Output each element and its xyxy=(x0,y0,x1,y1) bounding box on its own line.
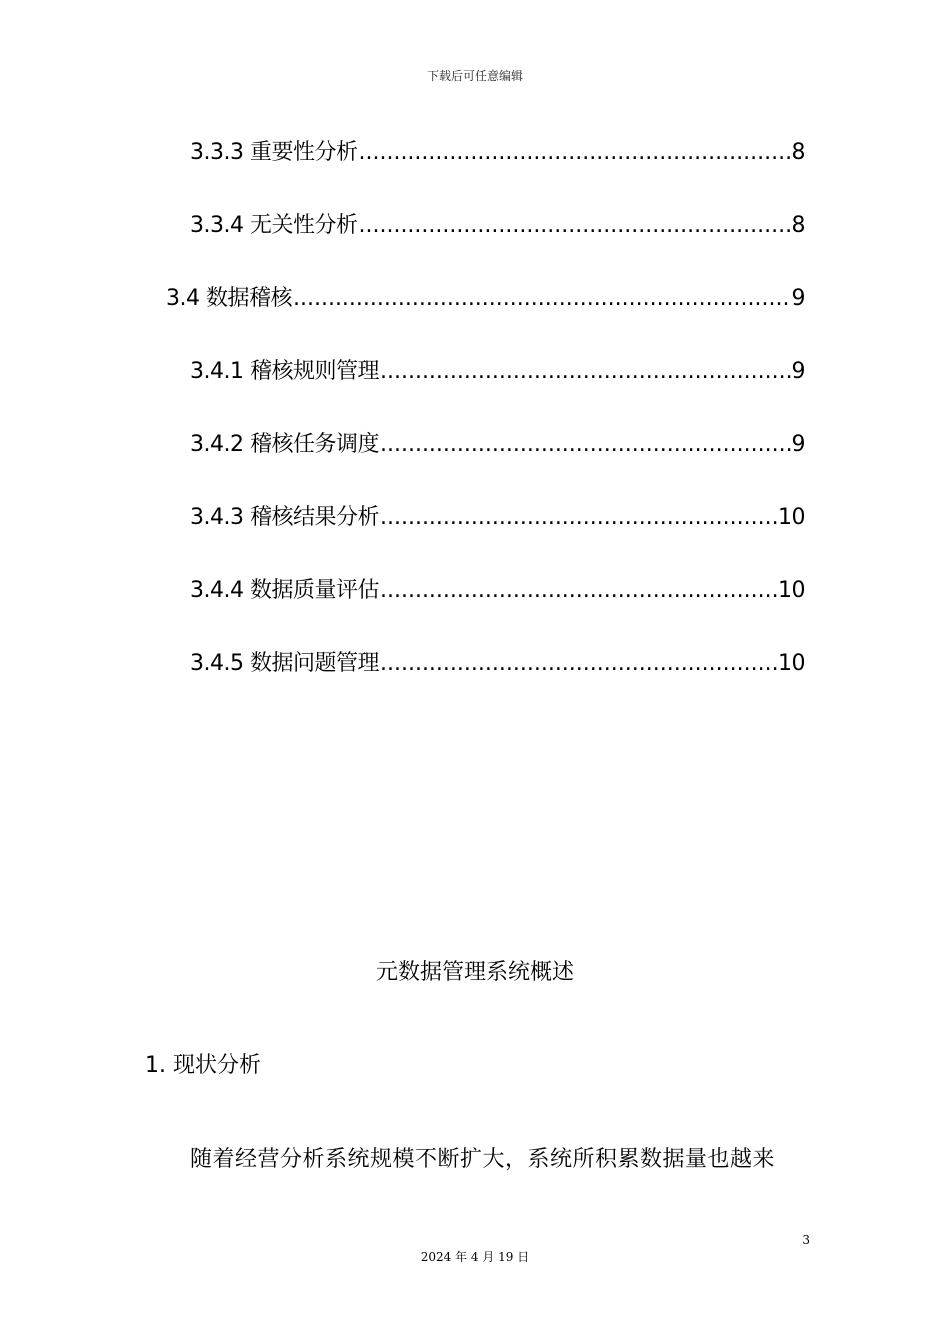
toc-entry-page: 8 xyxy=(791,140,805,165)
toc-entry-title: 3.4 数据稽核 xyxy=(166,286,292,311)
toc-leader-dots xyxy=(293,286,791,311)
toc-entry-page: 8 xyxy=(791,213,805,238)
toc-leader-dots xyxy=(380,432,791,457)
toc-entry[interactable] xyxy=(190,427,805,457)
toc-entry[interactable] xyxy=(190,208,805,238)
toc-entry-title: 3.3.4 无关性分析 xyxy=(190,213,358,238)
toc-entry[interactable] xyxy=(166,281,805,311)
toc-entry[interactable] xyxy=(190,646,805,676)
header-note: 下载后可任意编辑 xyxy=(426,69,523,83)
toc-entry-page: 10 xyxy=(778,651,805,676)
document-title: 元数据管理系统概述 xyxy=(375,960,574,985)
toc-entry[interactable] xyxy=(190,500,805,530)
toc-entry[interactable] xyxy=(190,573,805,603)
toc-entry[interactable] xyxy=(190,135,805,165)
toc-entry-page: 9 xyxy=(791,432,805,457)
toc-entry[interactable] xyxy=(190,354,805,384)
toc-leader-dots xyxy=(358,213,790,238)
toc-entry-page: 9 xyxy=(791,359,805,384)
body-paragraph: 随着经营分析系统规模不断扩大，系统所积累数据量也越来 xyxy=(190,1147,776,1172)
toc-leader-dots xyxy=(358,140,790,165)
toc-entry-title: 3.4.2 稽核任务调度 xyxy=(190,432,379,457)
toc-entry-title: 3.4.4 数据质量评估 xyxy=(190,578,379,603)
toc-leader-dots xyxy=(380,505,777,530)
toc-entry-page: 10 xyxy=(778,505,805,530)
section-heading: 1. 现状分析 xyxy=(145,1053,261,1078)
toc-leader-dots xyxy=(380,359,791,384)
toc-entry-page: 9 xyxy=(791,286,805,311)
toc-entry-title: 3.4.3 稽核结果分析 xyxy=(190,505,379,530)
toc-leader-dots xyxy=(380,578,777,603)
page-number: 3 xyxy=(802,1233,810,1247)
toc-leader-dots xyxy=(380,651,777,676)
toc-entry-title: 3.3.3 重要性分析 xyxy=(190,140,358,165)
toc-entry-title: 3.4.1 稽核规则管理 xyxy=(190,359,379,384)
toc-entry-title: 3.4.5 数据问题管理 xyxy=(190,651,379,676)
toc-entry-page: 10 xyxy=(778,578,805,603)
footer-date: 2024 年 4 月 19 日 xyxy=(420,1250,530,1264)
